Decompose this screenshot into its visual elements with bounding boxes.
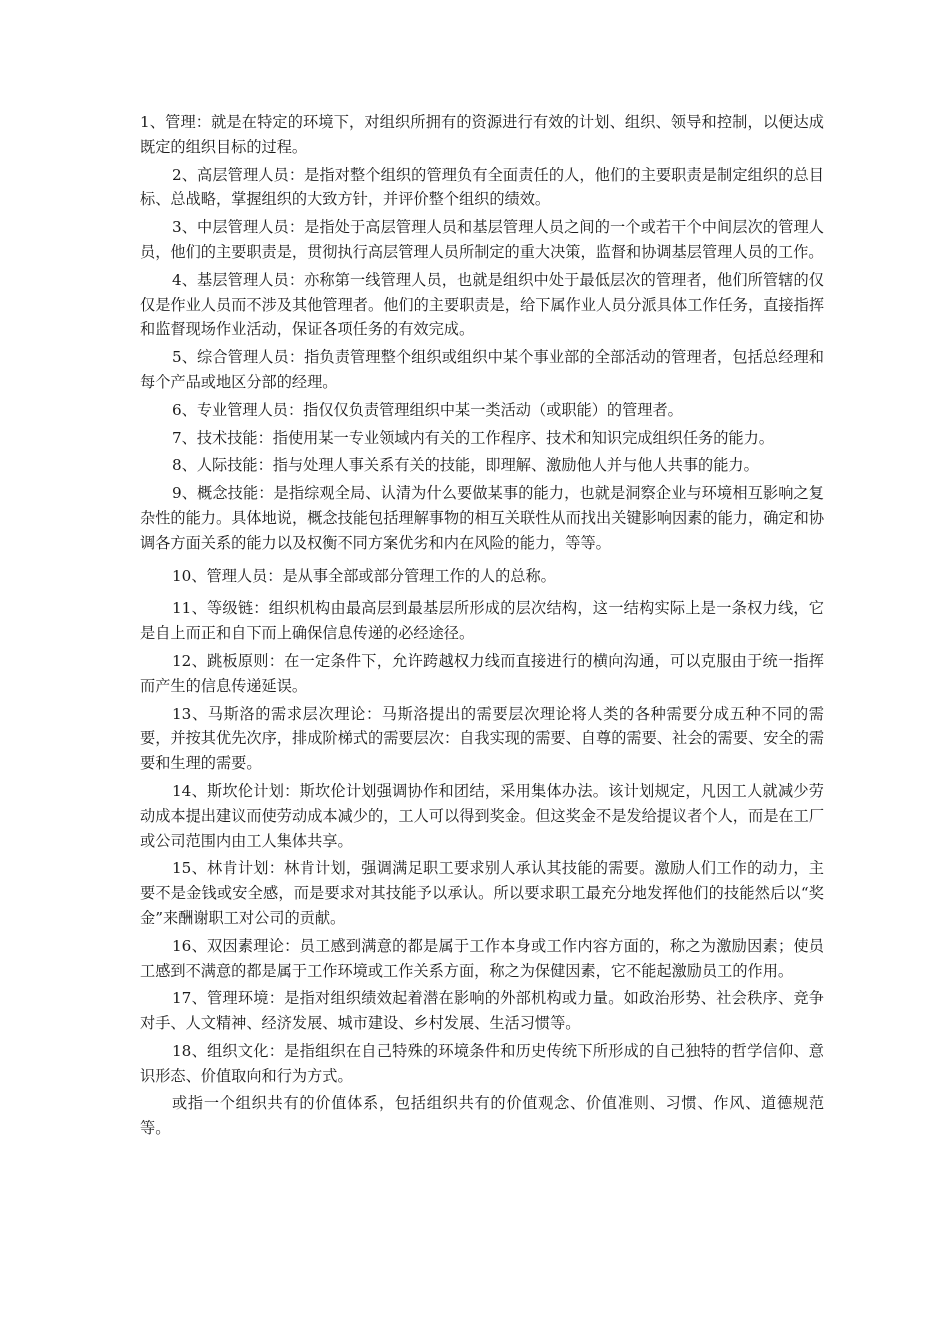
paragraph-5: 5、综合管理人员：指负责管理整个组织或组织中某个事业部的全部活动的管理者，包括总经理和每个产品或地区分部的经理。	[140, 348, 824, 391]
paragraph-4: 4、基层管理人员：亦称第一线管理人员，也就是组织中处于最低层次的管理者，他们所管辖的仅仅是作业人员而不涉及其他管理者。他们的主要职责是，给下属作业人员分派具体工作任务，直接指挥和监督现场作业活动，保证各项任务的有效完成。	[140, 270, 824, 339]
paragraph-1: 1、管理：就是在特定的环境下，对组织所拥有的资源进行有效的计划、组织、领导和控制，以便达成既定的组织目标的过程。	[140, 113, 824, 156]
paragraph-15: 15、林肯计划：林肯计划，强调满足职工要求别人承认其技能的需要。激励人们工作的动力，主要不是金钱或安全感，而是要求对其技能予以承认。所以要求职工最充分地发挥他们的技能然后以“奖金”来酬谢职工对公司的贡献。	[140, 859, 824, 927]
paragraph-9: 9、概念技能：是指综观全局、认清为什么要做某事的能力，也就是洞察企业与环境相互影响之复杂性的能力。具体地说，概念技能包括理解事物的相互关联性从而找出关键影响因素的能力，确定和协调各方面关系的能力以及权衡不同方案优劣和内在风险的能力，等等。	[140, 484, 824, 552]
paragraph-14: 14、斯坎伦计划：斯坎伦计划强调协作和团结，采用集体办法。该计划规定，凡因工人就减少劳动成本提出建议而使劳动成本减少的，工人可以得到奖金。但这奖金不是发给提议者个人，而是在工厂或公司范围内由工人集体共享。	[140, 781, 824, 850]
paragraph-19: 或指一个组织共有的价值体系，包括组织共有的价值观念、价值准则、习惯、作风、道德规范等。	[140, 1094, 824, 1138]
document-page	[140, 110, 824, 1144]
paragraph-3: 3、中层管理人员：是指处于高层管理人员和基层管理人员之间的一个或若干个中间层次的管理人员，他们的主要职责是，贯彻执行高层管理人员所制定的重大决策，监督和协调基层管理人员的工作。	[140, 218, 824, 261]
paragraph-17: 17、管理环境：是指对组织绩效起着潜在影响的外部机构或力量。如政治形势、社会秩序、竞争对手、人文精神、经济发展、城市建设、乡村发展、生活习惯等。	[140, 989, 824, 1033]
paragraph-2: 2、高层管理人员：是指对整个组织的管理负有全面责任的人，他们的主要职责是制定组织的总目标、总战略，掌握组织的大致方针，并评价整个组织的绩效。	[140, 165, 824, 209]
paragraph-12: 12、跳板原则：在一定条件下，允许跨越权力线而直接进行的横向沟通，可以克服由于统一指挥而产生的信息传递延误。	[140, 651, 824, 695]
paragraph-7: 7、技术技能：指使用某一专业领域内有关的工作程序、技术和知识完成组织任务的能力。	[172, 428, 774, 447]
paragraph-10: 10、管理人员：是从事全部或部分管理工作的人的总称。	[172, 566, 556, 585]
paragraph-8: 8、人际技能：指与处理人事关系有关的技能，即理解、激励他人并与他人共事的能力。	[172, 456, 759, 475]
paragraph-11: 11、等级链：组织机构由最高层到最基层所形成的层次结构，这一结构实际上是一条权力线，它是自上而正和自下而上确保信息传递的必经途径。	[140, 599, 824, 643]
paragraph-18: 18、组织文化：是指组织在自己特殊的环境条件和历史传统下所形成的自己独特的哲学信仰、意识形态、价值取向和行为方式。	[140, 1041, 824, 1085]
paragraph-6: 6、专业管理人员：指仅仅负责管理组织中某一类活动（或职能）的管理者。	[172, 400, 683, 419]
paragraph-16: 16、双因素理论：员工感到满意的都是属于工作本身或工作内容方面的，称之为激励因素；使员工感到不满意的都是属于工作环境或工作关系方面，称之为保健因素，它不能起激励员工的作用。	[140, 936, 824, 980]
paragraph-13: 13、马斯洛的需求层次理论：马斯洛提出的需要层次理论将人类的各种需要分成五种不同的需要，并按其优先次序，排成阶梯式的需要层次：自我实现的需要、自尊的需要、社会的需要、安全的需要和生理的需要。	[140, 704, 824, 773]
